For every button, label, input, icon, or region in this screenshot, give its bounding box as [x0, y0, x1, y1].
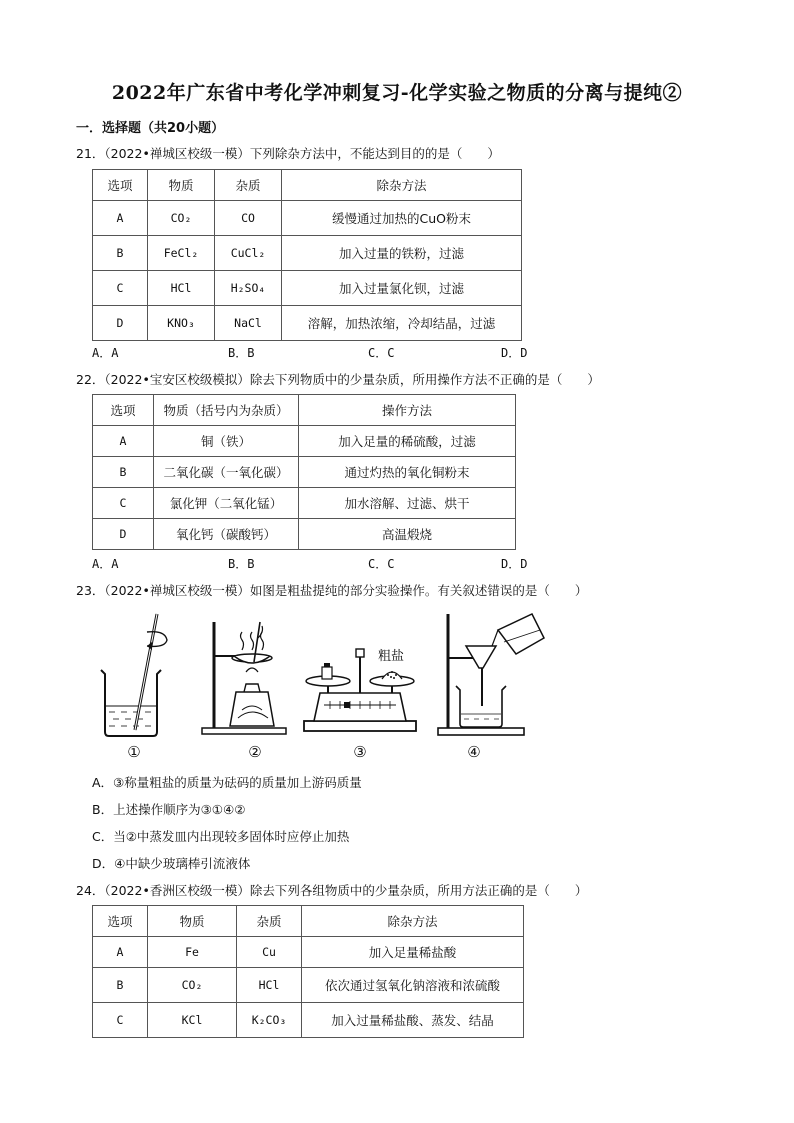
table-cell: KCl [148, 1003, 237, 1038]
table-row [93, 426, 516, 457]
option-b: B．B [228, 346, 255, 360]
figure-label-3: ③ [353, 743, 367, 761]
table-header-row [93, 906, 524, 937]
option-d: D．D [501, 346, 528, 360]
table-cell: H₂SO₄ [215, 271, 282, 306]
figure-label-4: ④ [467, 743, 481, 761]
table-row [93, 457, 516, 488]
table-header-cell: 除杂方法 [282, 170, 522, 201]
table-row [93, 306, 522, 341]
table-cell: 加入足量的稀硫酸，过滤 [299, 426, 516, 457]
table-header-cell: 选项 [93, 395, 154, 426]
table-header-cell: 除杂方法 [302, 906, 524, 937]
table-cell: NaCl [215, 306, 282, 341]
table-header-row [93, 170, 522, 201]
table-row [93, 236, 522, 271]
table-cell: K₂CO₃ [237, 1003, 302, 1038]
table-cell: D [93, 306, 148, 341]
option-b: B．B [228, 557, 255, 571]
balance-label: 粗盐 [378, 649, 405, 664]
table-cell: 加入足量稀盐酸 [302, 937, 524, 968]
option-c: C．C [368, 346, 395, 360]
table-row [93, 1003, 524, 1038]
table-cell: 加水溶解、过滤、烘干 [299, 488, 516, 519]
table-cell: CO [215, 201, 282, 236]
table-cell: CO₂ [148, 968, 237, 1003]
table-row [93, 201, 522, 236]
table-cell: D [93, 519, 154, 550]
beaker-stirring-figure [95, 610, 185, 738]
table-row [93, 937, 524, 968]
table-cell: C [93, 1003, 148, 1038]
question-22-stem: 22．（2022•宝安区校级模拟）除去下列物质中的少量杂质，所用操作方法不正确的是（ ） [76, 372, 600, 387]
evaporation-figure [200, 618, 290, 738]
question-22-table [92, 394, 516, 550]
table-cell: 依次通过氢氧化钠溶液和浓硫酸 [302, 968, 524, 1003]
table-cell: A [93, 426, 154, 457]
table-cell: A [93, 201, 148, 236]
table-header-cell: 选项 [93, 906, 148, 937]
table-cell: B [93, 968, 148, 1003]
table-cell: 高温煅烧 [299, 519, 516, 550]
table-header-cell: 物质 [148, 906, 237, 937]
question-23-choice-c: C．当②中蒸发皿内出现较多固体时应停止加热 [92, 829, 350, 844]
table-row [93, 519, 516, 550]
table-header-cell: 杂质 [215, 170, 282, 201]
question-23-choice-a: A．③称量粗盐的质量为砝码的质量加上游码质量 [92, 775, 362, 790]
table-cell: Fe [148, 937, 237, 968]
section-heading: 一．选择题（共20小题） [76, 121, 225, 136]
option-d: D．D [501, 557, 528, 571]
table-cell: 铜（铁） [154, 426, 299, 457]
table-cell: C [93, 488, 154, 519]
filtration-figure [436, 610, 551, 738]
table-cell: HCl [237, 968, 302, 1003]
question-23-choice-d: D．④中缺少玻璃棒引流液体 [92, 856, 251, 871]
question-24-table [92, 905, 524, 1038]
table-cell: 加入过量的铁粉，过滤 [282, 236, 522, 271]
table-header-cell: 选项 [93, 170, 148, 201]
table-header-cell: 杂质 [237, 906, 302, 937]
question-21-table [92, 169, 522, 341]
page-title: 2022年广东省中考化学冲刺复习-化学实验之物质的分离与提纯② [111, 82, 683, 104]
table-header-cell: 物质 [148, 170, 215, 201]
table-cell: C [93, 271, 148, 306]
question-23-choice-b: B．上述操作顺序为③①④② [92, 802, 246, 817]
table-header-cell: 物质（括号内为杂质） [154, 395, 299, 426]
table-cell: 加入过量氯化钡，过滤 [282, 271, 522, 306]
option-a: A．A [92, 557, 119, 571]
table-row [93, 488, 516, 519]
table-cell: CO₂ [148, 201, 215, 236]
option-a: A．A [92, 346, 119, 360]
table-cell: 加入过量稀盐酸、蒸发、结晶 [302, 1003, 524, 1038]
table-cell: 缓慢通过加热的CuO粉末 [282, 201, 522, 236]
figure-label-2: ② [248, 743, 262, 761]
table-cell: 溶解，加热浓缩，冷却结晶，过滤 [282, 306, 522, 341]
table-cell: 通过灼热的氧化铜粉末 [299, 457, 516, 488]
question-23-stem: 23．（2022•禅城区校级一模）如图是粗盐提纯的部分实验操作。有关叙述错误的是（ ） [76, 583, 588, 598]
table-header-row [93, 395, 516, 426]
table-cell: KNO₃ [148, 306, 215, 341]
table-cell: HCl [148, 271, 215, 306]
table-cell: A [93, 937, 148, 968]
table-header-cell: 操作方法 [299, 395, 516, 426]
question-24-stem: 24．（2022•香洲区校级一模）除去下列各组物质中的少量杂质，所用方法正确的是（ ） [76, 883, 588, 898]
table-row [93, 968, 524, 1003]
table-row [93, 271, 522, 306]
table-cell: B [93, 457, 154, 488]
table-cell: Cu [237, 937, 302, 968]
question-21-stem: 21．（2022•禅城区校级一模）下列除杂方法中，不能达到目的的是（ ） [76, 146, 500, 161]
table-cell: 氯化钾（二氧化锰） [154, 488, 299, 519]
table-cell: 二氧化碳（一氧化碳） [154, 457, 299, 488]
option-c: C．C [368, 557, 395, 571]
table-cell: 氧化钙（碳酸钙） [154, 519, 299, 550]
figure-label-1: ① [127, 743, 141, 761]
table-cell: B [93, 236, 148, 271]
table-cell: CuCl₂ [215, 236, 282, 271]
table-cell: FeCl₂ [148, 236, 215, 271]
